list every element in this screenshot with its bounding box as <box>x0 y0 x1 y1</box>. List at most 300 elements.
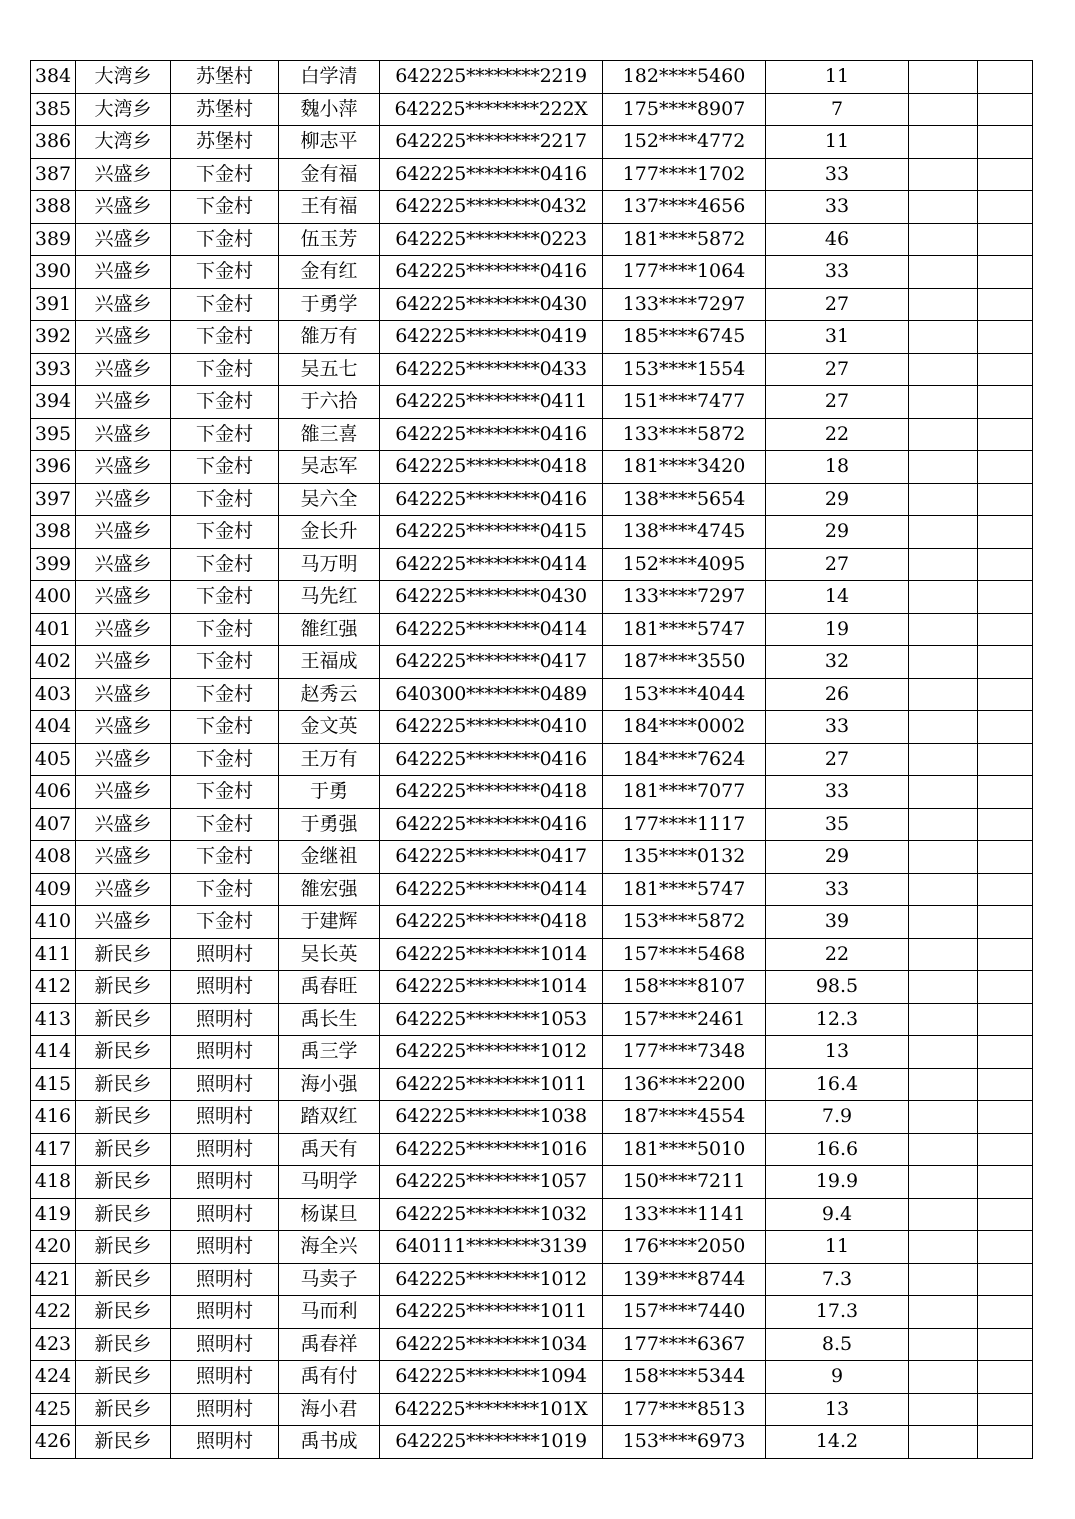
table-row <box>31 256 1033 289</box>
name-cell: 海小强 <box>279 1068 380 1101</box>
name-cell: 马万明 <box>279 548 380 581</box>
village-cell: 照明村 <box>171 1426 279 1459</box>
village-cell: 下金村 <box>171 873 279 906</box>
blank-cell <box>978 158 1033 191</box>
row-number: 393 <box>31 353 76 386</box>
table-row <box>31 1263 1033 1296</box>
name-cell: 禹春祥 <box>279 1328 380 1361</box>
phone-cell: 133****7297 <box>603 288 766 321</box>
table-row <box>31 646 1033 679</box>
amount-cell: 33 <box>766 256 909 289</box>
phone-cell: 133****5872 <box>603 418 766 451</box>
blank-cell <box>909 353 978 386</box>
amount-cell: 12.3 <box>766 1003 909 1036</box>
id-number-cell: 642225********1012 <box>380 1036 603 1069</box>
amount-cell: 7.3 <box>766 1263 909 1296</box>
village-cell: 照明村 <box>171 1393 279 1426</box>
row-number: 399 <box>31 548 76 581</box>
amount-cell: 27 <box>766 353 909 386</box>
blank-cell <box>978 808 1033 841</box>
amount-cell: 46 <box>766 223 909 256</box>
amount-cell: 9.4 <box>766 1198 909 1231</box>
row-number: 398 <box>31 516 76 549</box>
blank-cell <box>978 483 1033 516</box>
id-number-cell: 640111********3139 <box>380 1231 603 1264</box>
township-cell: 兴盛乡 <box>76 873 171 906</box>
row-number: 406 <box>31 776 76 809</box>
blank-cell <box>909 158 978 191</box>
table-row <box>31 808 1033 841</box>
phone-cell: 181****5747 <box>603 873 766 906</box>
village-cell: 照明村 <box>171 1328 279 1361</box>
blank-cell <box>909 1198 978 1231</box>
blank-cell <box>978 321 1033 354</box>
township-cell: 兴盛乡 <box>76 353 171 386</box>
amount-cell: 16.6 <box>766 1133 909 1166</box>
village-cell: 照明村 <box>171 1361 279 1394</box>
name-cell: 柳志平 <box>279 126 380 159</box>
blank-cell <box>909 1328 978 1361</box>
row-number: 400 <box>31 581 76 614</box>
phone-cell: 184****7624 <box>603 743 766 776</box>
amount-cell: 7.9 <box>766 1101 909 1134</box>
amount-cell: 17.3 <box>766 1296 909 1329</box>
id-number-cell: 642225********1011 <box>380 1068 603 1101</box>
blank-cell <box>978 1068 1033 1101</box>
blank-cell <box>978 1198 1033 1231</box>
name-cell: 马明学 <box>279 1166 380 1199</box>
id-number-cell: 642225********1094 <box>380 1361 603 1394</box>
id-number-cell: 642225********0416 <box>380 256 603 289</box>
phone-cell: 181****5747 <box>603 613 766 646</box>
amount-cell: 22 <box>766 938 909 971</box>
row-number: 390 <box>31 256 76 289</box>
blank-cell <box>978 223 1033 256</box>
township-cell: 新民乡 <box>76 1036 171 1069</box>
village-cell: 照明村 <box>171 1263 279 1296</box>
table-row <box>31 581 1033 614</box>
amount-cell: 13 <box>766 1393 909 1426</box>
phone-cell: 137****4656 <box>603 191 766 224</box>
row-number: 418 <box>31 1166 76 1199</box>
amount-cell: 11 <box>766 61 909 94</box>
id-number-cell: 642225********0418 <box>380 776 603 809</box>
table-row <box>31 938 1033 971</box>
township-cell: 兴盛乡 <box>76 386 171 419</box>
table-row <box>31 1101 1033 1134</box>
village-cell: 照明村 <box>171 1198 279 1231</box>
table-row <box>31 1393 1033 1426</box>
phone-cell: 153****1554 <box>603 353 766 386</box>
phone-cell: 176****2050 <box>603 1231 766 1264</box>
table-row <box>31 93 1033 126</box>
township-cell: 新民乡 <box>76 1263 171 1296</box>
phone-cell: 175****8907 <box>603 93 766 126</box>
row-number: 391 <box>31 288 76 321</box>
blank-cell <box>909 1231 978 1264</box>
row-number: 416 <box>31 1101 76 1134</box>
amount-cell: 26 <box>766 678 909 711</box>
blank-cell <box>909 678 978 711</box>
id-number-cell: 642225********0430 <box>380 288 603 321</box>
village-cell: 下金村 <box>171 808 279 841</box>
village-cell: 照明村 <box>171 971 279 1004</box>
id-number-cell: 642225********0415 <box>380 516 603 549</box>
phone-cell: 136****2200 <box>603 1068 766 1101</box>
table-row <box>31 743 1033 776</box>
blank-cell <box>909 288 978 321</box>
blank-cell <box>909 418 978 451</box>
name-cell: 金长升 <box>279 516 380 549</box>
id-number-cell: 642225********2219 <box>380 61 603 94</box>
name-cell: 雒万有 <box>279 321 380 354</box>
blank-cell <box>978 711 1033 744</box>
amount-cell: 27 <box>766 386 909 419</box>
blank-cell <box>978 906 1033 939</box>
table-row <box>31 288 1033 321</box>
name-cell: 杨谋旦 <box>279 1198 380 1231</box>
township-cell: 新民乡 <box>76 1198 171 1231</box>
amount-cell: 16.4 <box>766 1068 909 1101</box>
village-cell: 下金村 <box>171 353 279 386</box>
name-cell: 赵秀云 <box>279 678 380 711</box>
village-cell: 下金村 <box>171 321 279 354</box>
township-cell: 新民乡 <box>76 1296 171 1329</box>
row-number: 386 <box>31 126 76 159</box>
amount-cell: 29 <box>766 841 909 874</box>
name-cell: 王万有 <box>279 743 380 776</box>
table-row <box>31 971 1033 1004</box>
name-cell: 伍玉芳 <box>279 223 380 256</box>
village-cell: 下金村 <box>171 743 279 776</box>
phone-cell: 157****2461 <box>603 1003 766 1036</box>
row-number: 402 <box>31 646 76 679</box>
table-row <box>31 1296 1033 1329</box>
blank-cell <box>909 1393 978 1426</box>
phone-cell: 138****4745 <box>603 516 766 549</box>
blank-cell <box>909 808 978 841</box>
blank-cell <box>978 1036 1033 1069</box>
blank-cell <box>978 1328 1033 1361</box>
village-cell: 下金村 <box>171 516 279 549</box>
blank-cell <box>909 1036 978 1069</box>
blank-cell <box>909 1068 978 1101</box>
village-cell: 下金村 <box>171 646 279 679</box>
township-cell: 兴盛乡 <box>76 711 171 744</box>
blank-cell <box>909 548 978 581</box>
id-number-cell: 642225********1038 <box>380 1101 603 1134</box>
name-cell: 金文英 <box>279 711 380 744</box>
township-cell: 新民乡 <box>76 1328 171 1361</box>
blank-cell <box>909 256 978 289</box>
blank-cell <box>909 61 978 94</box>
blank-cell <box>978 581 1033 614</box>
blank-cell <box>978 1231 1033 1264</box>
blank-cell <box>978 516 1033 549</box>
phone-cell: 187****3550 <box>603 646 766 679</box>
phone-cell: 177****1064 <box>603 256 766 289</box>
phone-cell: 181****5872 <box>603 223 766 256</box>
phone-cell: 135****0132 <box>603 841 766 874</box>
village-cell: 下金村 <box>171 678 279 711</box>
phone-cell: 152****4095 <box>603 548 766 581</box>
amount-cell: 11 <box>766 126 909 159</box>
phone-cell: 153****4044 <box>603 678 766 711</box>
phone-cell: 153****5872 <box>603 906 766 939</box>
table-row <box>31 1133 1033 1166</box>
village-cell: 下金村 <box>171 841 279 874</box>
blank-cell <box>909 1426 978 1459</box>
table-row <box>31 483 1033 516</box>
blank-cell <box>978 191 1033 224</box>
phone-cell: 158****5344 <box>603 1361 766 1394</box>
township-cell: 兴盛乡 <box>76 158 171 191</box>
row-number: 413 <box>31 1003 76 1036</box>
township-cell: 兴盛乡 <box>76 646 171 679</box>
amount-cell: 35 <box>766 808 909 841</box>
township-cell: 兴盛乡 <box>76 191 171 224</box>
table-row <box>31 191 1033 224</box>
amount-cell: 7 <box>766 93 909 126</box>
row-number: 407 <box>31 808 76 841</box>
phone-cell: 133****1141 <box>603 1198 766 1231</box>
township-cell: 兴盛乡 <box>76 256 171 289</box>
table-row <box>31 613 1033 646</box>
table-row <box>31 776 1033 809</box>
township-cell: 新民乡 <box>76 1166 171 1199</box>
blank-cell <box>909 776 978 809</box>
table-row <box>31 1361 1033 1394</box>
table-row <box>31 873 1033 906</box>
name-cell: 雒宏强 <box>279 873 380 906</box>
blank-cell <box>909 646 978 679</box>
amount-cell: 19 <box>766 613 909 646</box>
name-cell: 禹有付 <box>279 1361 380 1394</box>
name-cell: 于建辉 <box>279 906 380 939</box>
blank-cell <box>909 223 978 256</box>
table-row <box>31 1036 1033 1069</box>
table-row <box>31 548 1033 581</box>
village-cell: 照明村 <box>171 1101 279 1134</box>
village-cell: 下金村 <box>171 581 279 614</box>
blank-cell <box>978 288 1033 321</box>
id-number-cell: 642225********1014 <box>380 971 603 1004</box>
id-number-cell: 642225********0416 <box>380 418 603 451</box>
name-cell: 王福成 <box>279 646 380 679</box>
blank-cell <box>909 613 978 646</box>
row-number: 405 <box>31 743 76 776</box>
blank-cell <box>978 841 1033 874</box>
amount-cell: 22 <box>766 418 909 451</box>
table-row <box>31 1003 1033 1036</box>
blank-cell <box>909 743 978 776</box>
amount-cell: 29 <box>766 483 909 516</box>
blank-cell <box>909 1133 978 1166</box>
name-cell: 马先红 <box>279 581 380 614</box>
blank-cell <box>909 906 978 939</box>
table-row <box>31 418 1033 451</box>
township-cell: 兴盛乡 <box>76 743 171 776</box>
village-cell: 照明村 <box>171 1003 279 1036</box>
row-number: 422 <box>31 1296 76 1329</box>
township-cell: 兴盛乡 <box>76 418 171 451</box>
name-cell: 白学清 <box>279 61 380 94</box>
name-cell: 金有福 <box>279 158 380 191</box>
phone-cell: 177****7348 <box>603 1036 766 1069</box>
phone-cell: 139****8744 <box>603 1263 766 1296</box>
village-cell: 下金村 <box>171 613 279 646</box>
blank-cell <box>909 581 978 614</box>
blank-cell <box>909 126 978 159</box>
id-number-cell: 642225********1016 <box>380 1133 603 1166</box>
blank-cell <box>978 613 1033 646</box>
blank-cell <box>978 1133 1033 1166</box>
blank-cell <box>978 548 1033 581</box>
table-row <box>31 1166 1033 1199</box>
row-number: 395 <box>31 418 76 451</box>
name-cell: 王有福 <box>279 191 380 224</box>
table-row <box>31 711 1033 744</box>
village-cell: 苏堡村 <box>171 126 279 159</box>
name-cell: 禹书成 <box>279 1426 380 1459</box>
blank-cell <box>978 353 1033 386</box>
table-row <box>31 223 1033 256</box>
blank-cell <box>978 1296 1033 1329</box>
name-cell: 禹长生 <box>279 1003 380 1036</box>
village-cell: 下金村 <box>171 288 279 321</box>
township-cell: 兴盛乡 <box>76 516 171 549</box>
township-cell: 兴盛乡 <box>76 483 171 516</box>
blank-cell <box>978 971 1033 1004</box>
id-number-cell: 642225********0414 <box>380 548 603 581</box>
amount-cell: 33 <box>766 158 909 191</box>
row-number: 417 <box>31 1133 76 1166</box>
row-number: 392 <box>31 321 76 354</box>
id-number-cell: 642225********0416 <box>380 743 603 776</box>
township-cell: 新民乡 <box>76 1426 171 1459</box>
row-number: 404 <box>31 711 76 744</box>
table-row <box>31 516 1033 549</box>
village-cell: 照明村 <box>171 1231 279 1264</box>
phone-cell: 177****6367 <box>603 1328 766 1361</box>
name-cell: 吴志军 <box>279 451 380 484</box>
blank-cell <box>978 451 1033 484</box>
blank-cell <box>978 1003 1033 1036</box>
row-number: 385 <box>31 93 76 126</box>
row-number: 408 <box>31 841 76 874</box>
name-cell: 于勇学 <box>279 288 380 321</box>
phone-cell: 177****1702 <box>603 158 766 191</box>
blank-cell <box>909 93 978 126</box>
blank-cell <box>978 256 1033 289</box>
row-number: 389 <box>31 223 76 256</box>
blank-cell <box>909 971 978 1004</box>
blank-cell <box>909 191 978 224</box>
phone-cell: 158****8107 <box>603 971 766 1004</box>
phone-cell: 133****7297 <box>603 581 766 614</box>
id-number-cell: 642225********0223 <box>380 223 603 256</box>
id-number-cell: 642225********1057 <box>380 1166 603 1199</box>
blank-cell <box>909 873 978 906</box>
row-number: 420 <box>31 1231 76 1264</box>
id-number-cell: 642225********0414 <box>380 873 603 906</box>
blank-cell <box>978 743 1033 776</box>
amount-cell: 98.5 <box>766 971 909 1004</box>
blank-cell <box>978 1166 1033 1199</box>
id-number-cell: 642225********2217 <box>380 126 603 159</box>
township-cell: 新民乡 <box>76 1133 171 1166</box>
blank-cell <box>978 776 1033 809</box>
id-number-cell: 642225********0432 <box>380 191 603 224</box>
table-row <box>31 1328 1033 1361</box>
village-cell: 苏堡村 <box>171 61 279 94</box>
row-number: 397 <box>31 483 76 516</box>
blank-cell <box>978 873 1033 906</box>
row-number: 388 <box>31 191 76 224</box>
id-number-cell: 642225********0414 <box>380 613 603 646</box>
row-number: 411 <box>31 938 76 971</box>
name-cell: 于六拾 <box>279 386 380 419</box>
row-number: 424 <box>31 1361 76 1394</box>
village-cell: 下金村 <box>171 483 279 516</box>
table-row <box>31 1426 1033 1459</box>
id-number-cell: 642225********0417 <box>380 841 603 874</box>
township-cell: 兴盛乡 <box>76 776 171 809</box>
village-cell: 照明村 <box>171 1068 279 1101</box>
blank-cell <box>909 451 978 484</box>
row-number: 412 <box>31 971 76 1004</box>
phone-cell: 151****7477 <box>603 386 766 419</box>
village-cell: 下金村 <box>171 256 279 289</box>
township-cell: 兴盛乡 <box>76 906 171 939</box>
blank-cell <box>978 1101 1033 1134</box>
blank-cell <box>978 678 1033 711</box>
blank-cell <box>978 386 1033 419</box>
table-row <box>31 678 1033 711</box>
name-cell: 金继祖 <box>279 841 380 874</box>
amount-cell: 31 <box>766 321 909 354</box>
township-cell: 大湾乡 <box>76 93 171 126</box>
township-cell: 大湾乡 <box>76 61 171 94</box>
id-number-cell: 642225********1014 <box>380 938 603 971</box>
blank-cell <box>978 646 1033 679</box>
blank-cell <box>909 938 978 971</box>
blank-cell <box>909 1166 978 1199</box>
phone-cell: 138****5654 <box>603 483 766 516</box>
table-row <box>31 353 1033 386</box>
phone-cell: 150****7211 <box>603 1166 766 1199</box>
table-row <box>31 61 1033 94</box>
township-cell: 新民乡 <box>76 1101 171 1134</box>
blank-cell <box>909 1101 978 1134</box>
amount-cell: 39 <box>766 906 909 939</box>
name-cell: 魏小萍 <box>279 93 380 126</box>
blank-cell <box>978 1263 1033 1296</box>
township-cell: 兴盛乡 <box>76 678 171 711</box>
blank-cell <box>978 126 1033 159</box>
amount-cell: 19.9 <box>766 1166 909 1199</box>
amount-cell: 8.5 <box>766 1328 909 1361</box>
village-cell: 照明村 <box>171 1296 279 1329</box>
phone-cell: 177****1117 <box>603 808 766 841</box>
amount-cell: 27 <box>766 743 909 776</box>
row-number: 394 <box>31 386 76 419</box>
phone-cell: 185****6745 <box>603 321 766 354</box>
village-cell: 下金村 <box>171 776 279 809</box>
name-cell: 金有红 <box>279 256 380 289</box>
id-number-cell: 642225********0418 <box>380 451 603 484</box>
phone-cell: 182****5460 <box>603 61 766 94</box>
